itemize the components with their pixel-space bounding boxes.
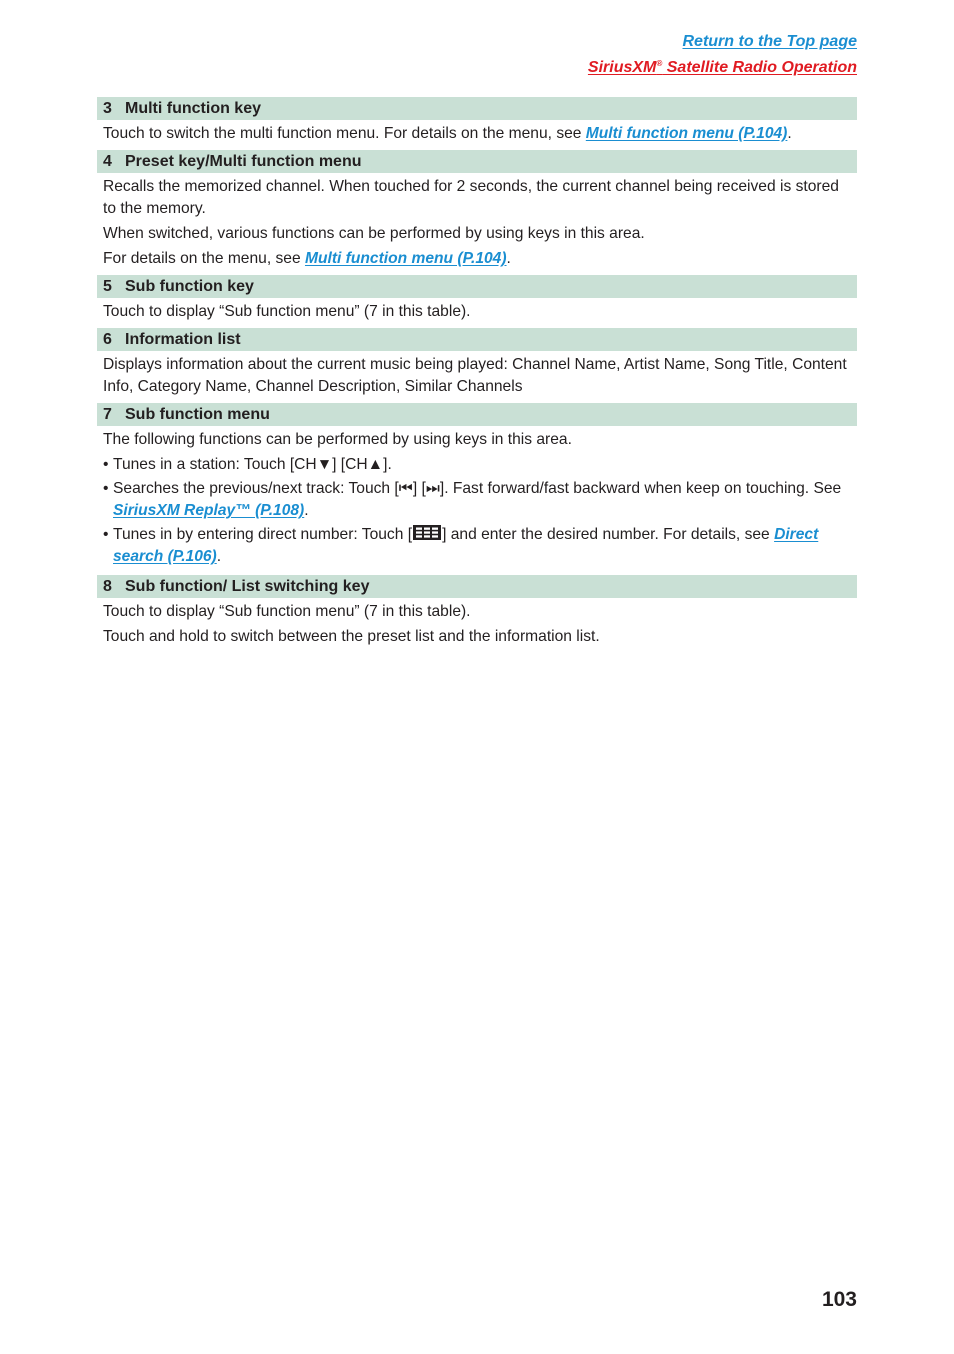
top-links: [588, 31, 857, 79]
page-number: 103: [821, 1288, 857, 1311]
siriusxm-replay-link[interactable]: SiriusXM Replay™ (P.108): [113, 502, 305, 519]
section-number: 5: [103, 278, 112, 295]
bullet-desc: ]. Fast forward/fast backward when keep on touching. See: [439, 480, 842, 497]
triangle-up-icon: ▲: [367, 456, 384, 473]
section-number: 6: [103, 331, 112, 348]
punctuation: .: [304, 502, 309, 519]
keypad-icon: [412, 524, 442, 541]
bullet-mark: •: [103, 526, 109, 543]
paragraph: Touch and hold to switch between the preset list and the information list.: [103, 628, 600, 645]
bullet-label: Tunes in a station: [113, 456, 236, 473]
bullet-text: [113, 524, 851, 568]
registered-mark: ®: [656, 59, 663, 68]
return-to-top-link[interactable]: Return to the Top page: [682, 33, 857, 50]
section-body-5: [97, 298, 857, 328]
paragraph: Recalls the memorized channel. When touched for 2 seconds, the current channel being received is stored to the memory.: [103, 178, 839, 217]
section-heading-3: [97, 97, 857, 120]
section-heading-8: [97, 575, 857, 598]
punctuation: .: [216, 548, 222, 565]
section-title: Multi function key: [125, 100, 261, 117]
section-number: 3: [103, 100, 112, 117]
next-track-icon: ⏭: [425, 480, 440, 497]
section-number: 8: [103, 578, 112, 595]
bullet-item-direct-number: [103, 524, 851, 568]
function-table: [97, 97, 857, 653]
section-body-8: [97, 598, 857, 653]
section-number: 4: [103, 153, 112, 170]
paragraph: [103, 123, 851, 145]
paragraph: When switched, various functions can be performed by using keys in this area.: [103, 225, 645, 242]
paragraph: Touch to display “Sub function menu” (7 in this table).: [103, 603, 471, 620]
section-heading-6: [97, 328, 857, 351]
section-number: 7: [103, 406, 112, 423]
punctuation: .: [787, 125, 792, 142]
section-title: Sub function menu: [125, 406, 270, 423]
bullet-desc: : Touch [: [353, 526, 413, 543]
section-body-7: [97, 426, 857, 575]
direct-search-link[interactable]: Direct search (P.106): [113, 526, 819, 565]
paragraph: [103, 248, 851, 270]
multi-function-menu-link[interactable]: Multi function menu (P.104): [304, 250, 507, 267]
bullet-text: [113, 454, 851, 476]
bullet-desc: : Touch [: [340, 480, 399, 497]
section-heading-5: [97, 275, 857, 298]
bullet-item-tune-station: [103, 454, 851, 476]
bullet-label: Tunes in by entering direct number: [113, 526, 354, 543]
previous-track-icon: ⏮: [398, 480, 413, 497]
bullet-desc: : Touch [CH: [235, 456, 317, 473]
bullet-text: [113, 478, 851, 522]
paragraph-text: For details on the menu, see: [103, 250, 305, 267]
paragraph: Displays information about the current music being played: Channel Name, Artist Name, Song Title, Content Info, Category Name, Channel Description, Similar Channels: [103, 356, 847, 395]
section-title: Sub function/ List switching key: [125, 578, 370, 595]
bullet-desc: ] [: [412, 480, 426, 497]
paragraph: The following functions can be performed by using keys in this area.: [103, 431, 572, 448]
section-link-rest: Satellite Radio Operation: [662, 59, 857, 76]
paragraph-text: Touch to switch the multi function menu. For details on the menu, see: [103, 125, 586, 142]
section-body-3: [97, 120, 857, 150]
siriusxm-brand: SiriusXM: [587, 59, 657, 76]
section-heading-4: [97, 150, 857, 173]
bullet-desc: ].: [383, 456, 392, 473]
siriusxm-section-link[interactable]: [588, 53, 857, 79]
section-title: Information list: [125, 331, 241, 348]
section-heading-7: [97, 403, 857, 426]
section-body-6: [97, 351, 857, 403]
bullet-desc: ] [CH: [332, 456, 368, 473]
bullet-label: Searches the previous/next track: [113, 480, 341, 497]
section-title: Preset key/Multi function menu: [125, 153, 362, 170]
multi-function-menu-link[interactable]: Multi function menu (P.104): [585, 125, 788, 142]
paragraph: Touch to display “Sub function menu” (7 in this table).: [103, 303, 471, 320]
bullet-mark: •: [103, 480, 109, 497]
triangle-down-icon: ▼: [316, 456, 333, 473]
section-body-4: [97, 173, 857, 275]
section-title: Sub function key: [125, 278, 254, 295]
bullet-item-search-track: [103, 478, 851, 522]
bullet-desc: ] and enter the desired number. For details, see: [442, 526, 775, 543]
punctuation: .: [506, 250, 511, 267]
bullet-mark: •: [103, 456, 109, 473]
